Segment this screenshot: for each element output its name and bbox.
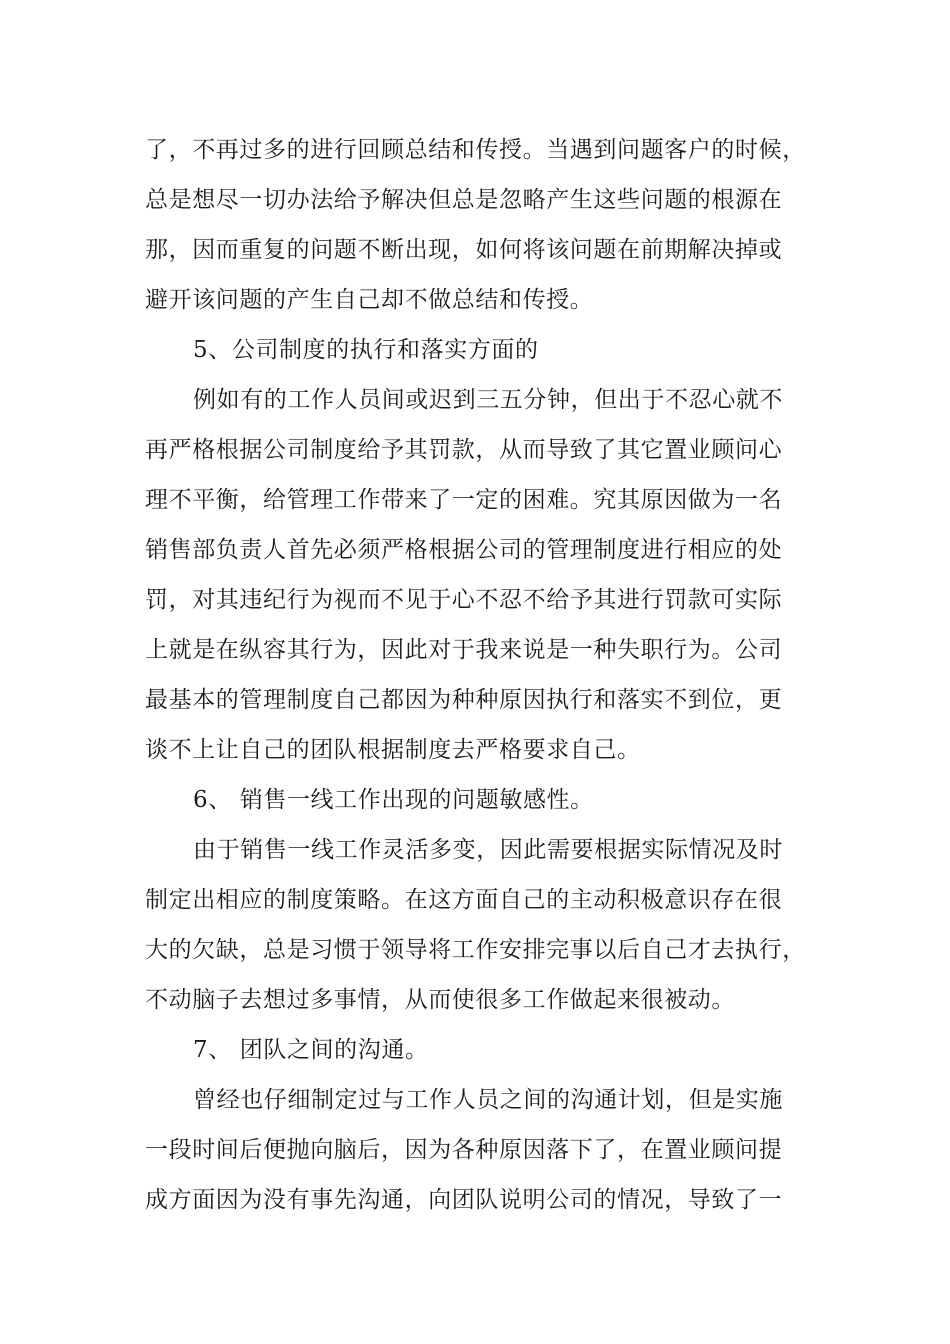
paragraph-line: 理不平衡，给管理工作带来了一定的困难。究其原因做为一名 (145, 487, 783, 513)
paragraph-line: 那，因而重复的问题不断出现，如何将该问题在前期解决掉或 (145, 237, 783, 263)
paragraph-line: 上就是在纵容其行为，因此对于我来说是一种失职行为。公司 (145, 637, 783, 663)
section-heading-5: 5、公司制度的执行和落实方面的 (193, 337, 539, 363)
paragraph-line: 由于销售一线工作灵活多变，因此需要根据实际情况及时 (193, 837, 783, 863)
paragraph-line: 了，不再过多的进行回顾总结和传授。当遇到问题客户的时候， (145, 137, 806, 163)
paragraph-line: 销售部负责人首先必须严格根据公司的管理制度进行相应的处 (145, 537, 783, 563)
section-heading-6: 6、 销售一线工作出现的问题敏感性。 (193, 787, 594, 813)
paragraph-line: 大的欠缺，总是习惯于领导将工作安排完事以后自己才去执行， (145, 937, 806, 963)
paragraph-line: 曾经也仔细制定过与工作人员之间的沟通计划，但是实施 (193, 1087, 783, 1113)
paragraph-line: 再严格根据公司制度给予其罚款，从而导致了其它置业顾问心 (145, 437, 783, 463)
paragraph-line: 制定出相应的制度策略。在这方面自己的主动积极意识存在很 (145, 887, 783, 913)
paragraph-line: 成方面因为没有事先沟通，向团队说明公司的情况，导致了一 (145, 1187, 783, 1213)
paragraph-line: 避开该问题的产生自己却不做总结和传授。 (145, 287, 594, 313)
paragraph-line: 最基本的管理制度自己都因为种种原因执行和落实不到位，更 (145, 687, 783, 713)
paragraph-line: 一段时间后便抛向脑后，因为各种原因落下了，在置业顾问提 (145, 1137, 783, 1163)
paragraph-line: 总是想尽一切办法给予解决但总是忽略产生这些问题的根源在 (145, 187, 783, 213)
paragraph-line: 谈不上让自己的团队根据制度去严格要求自己。 (145, 737, 641, 763)
section-heading-7: 7、 团队之间的沟通。 (193, 1037, 429, 1063)
paragraph-line: 不动脑子去想过多事情，从而使很多工作做起来很被动。 (145, 987, 735, 1013)
paragraph-line: 罚，对其违纪行为视而不见于心不忍不给予其进行罚款可实际 (145, 587, 783, 613)
paragraph-line: 例如有的工作人员间或迟到三五分钟，但出于不忍心就不 (193, 387, 783, 413)
